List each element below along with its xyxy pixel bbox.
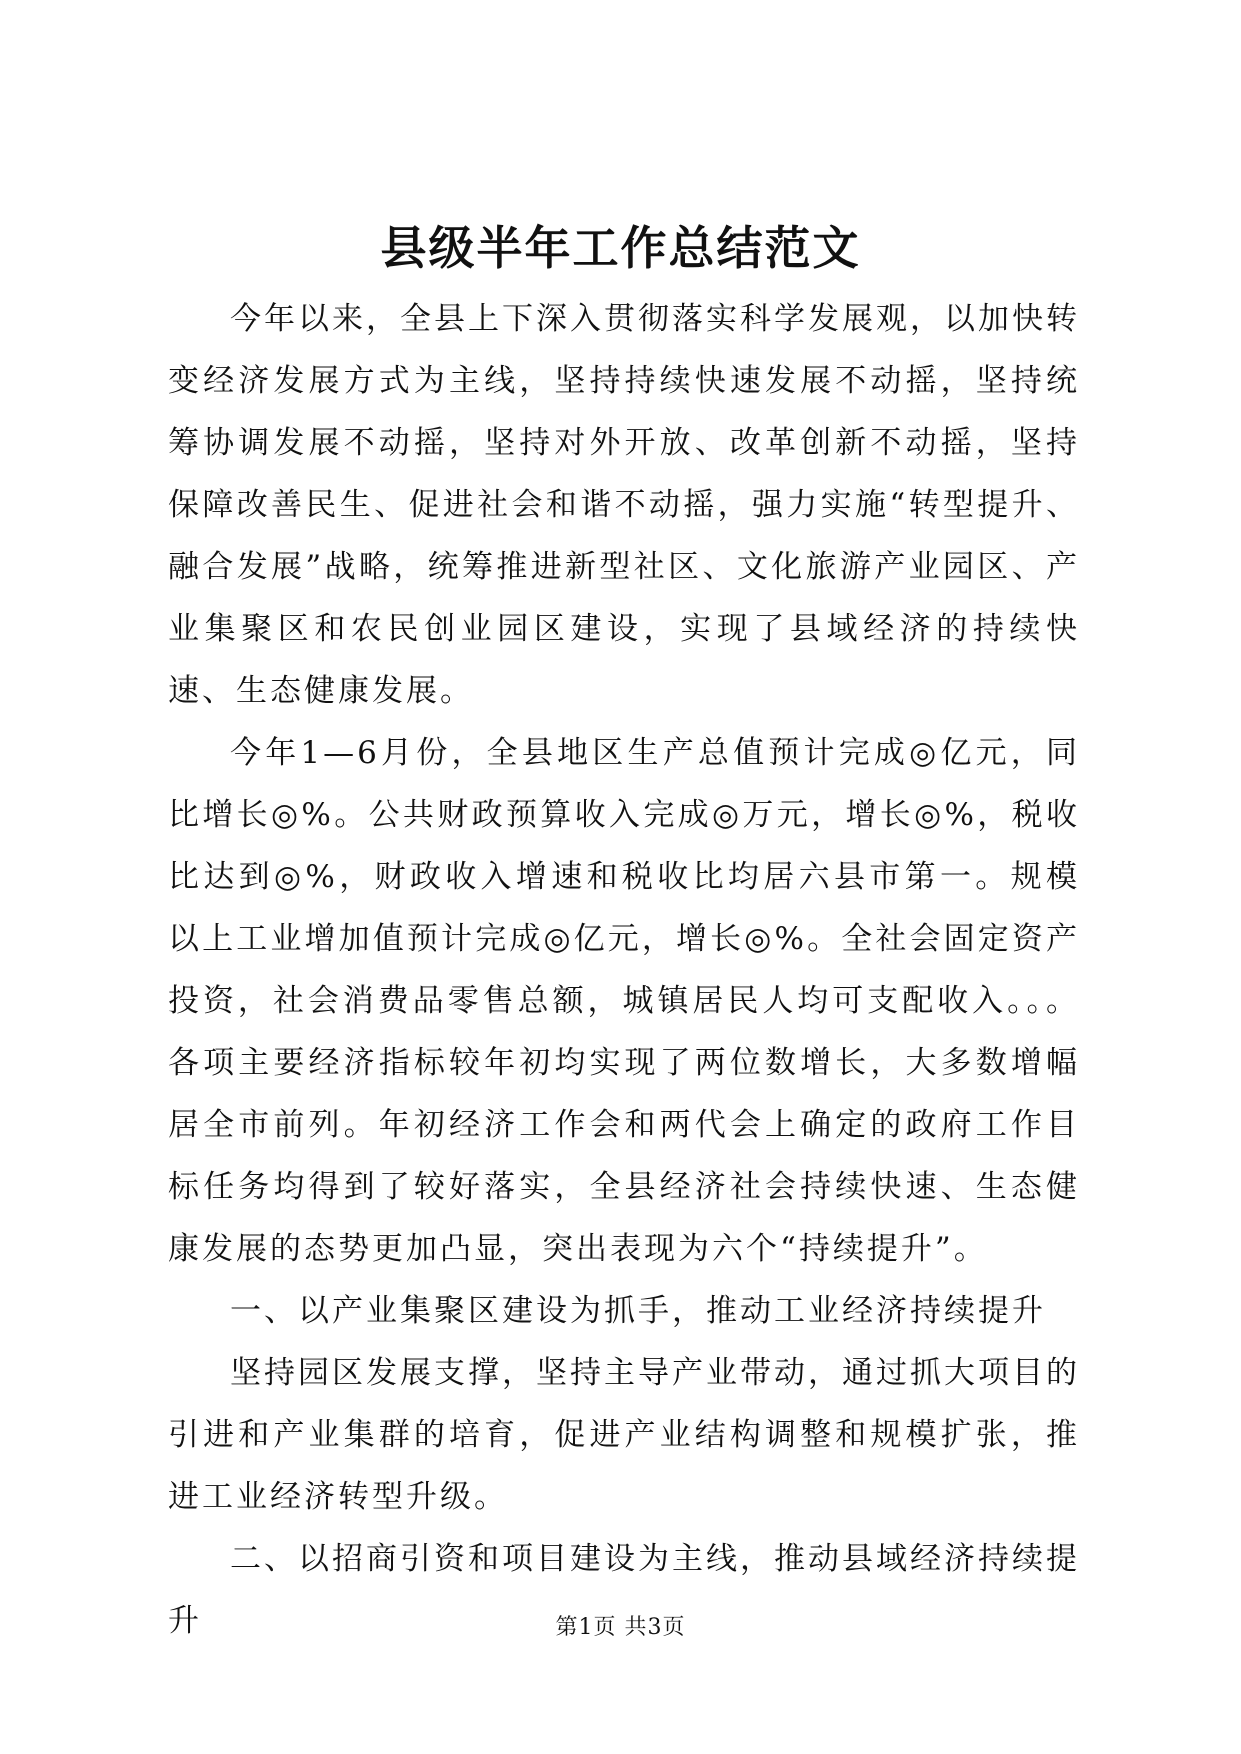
- section-heading-2: 二、以招商引资和项目建设为主线，推动县域经济持续提升: [168, 1541, 1080, 1639]
- paragraph-section-1: 坚持园区发展支撑，坚持主导产业带动，通过抓大项目的引进和产业集群的培育，促进产业结构调整和规模扩张，推进工业经济转型升级。: [168, 1355, 1080, 1515]
- document-title: 县级半年工作总结范文: [380, 221, 861, 275]
- document-body: [168, 288, 1080, 1652]
- paragraph-statistics: 今年1—6月份，全县地区生产总值预计完成◎亿元，同比增长◎%。公共财政预算收入完成◎万元，增长◎%，税收比达到◎%，财政收入增速和税收比均居六县市第一。规模以上工业增加值预计完成◎亿元，增长◎%。全社会固定资产投资，社会消费品零售总额，城镇居民人均可支配收入。。。各项主要经济指标较年初均实现了两位数增长，大多数增幅居全市前列。年初经济工作会和两代会上确定的政府工作目标任务均得到了较好落实，全县经济社会持续快速、生态健康发展的态势更加凸显，突出表现为六个“持续提升”。: [168, 735, 1080, 1267]
- page-footer: 第1页 共3页: [555, 1615, 686, 1640]
- paragraph-intro: 今年以来，全县上下深入贯彻落实科学发展观，以加快转变经济发展方式为主线，坚持持续快速发展不动摇，坚持统筹协调发展不动摇，坚持对外开放、改革创新不动摇，坚持保障改善民生、促进社会和谐不动摇，强力实施“转型提升、融合发展”战略，统筹推进新型社区、文化旅游产业园区、产业集聚区和农民创业园区建设，实现了县域经济的持续快速、生态健康发展。: [168, 301, 1080, 709]
- section-heading-1: 一、以产业集聚区建设为抓手，推动工业经济持续提升: [230, 1293, 1046, 1329]
